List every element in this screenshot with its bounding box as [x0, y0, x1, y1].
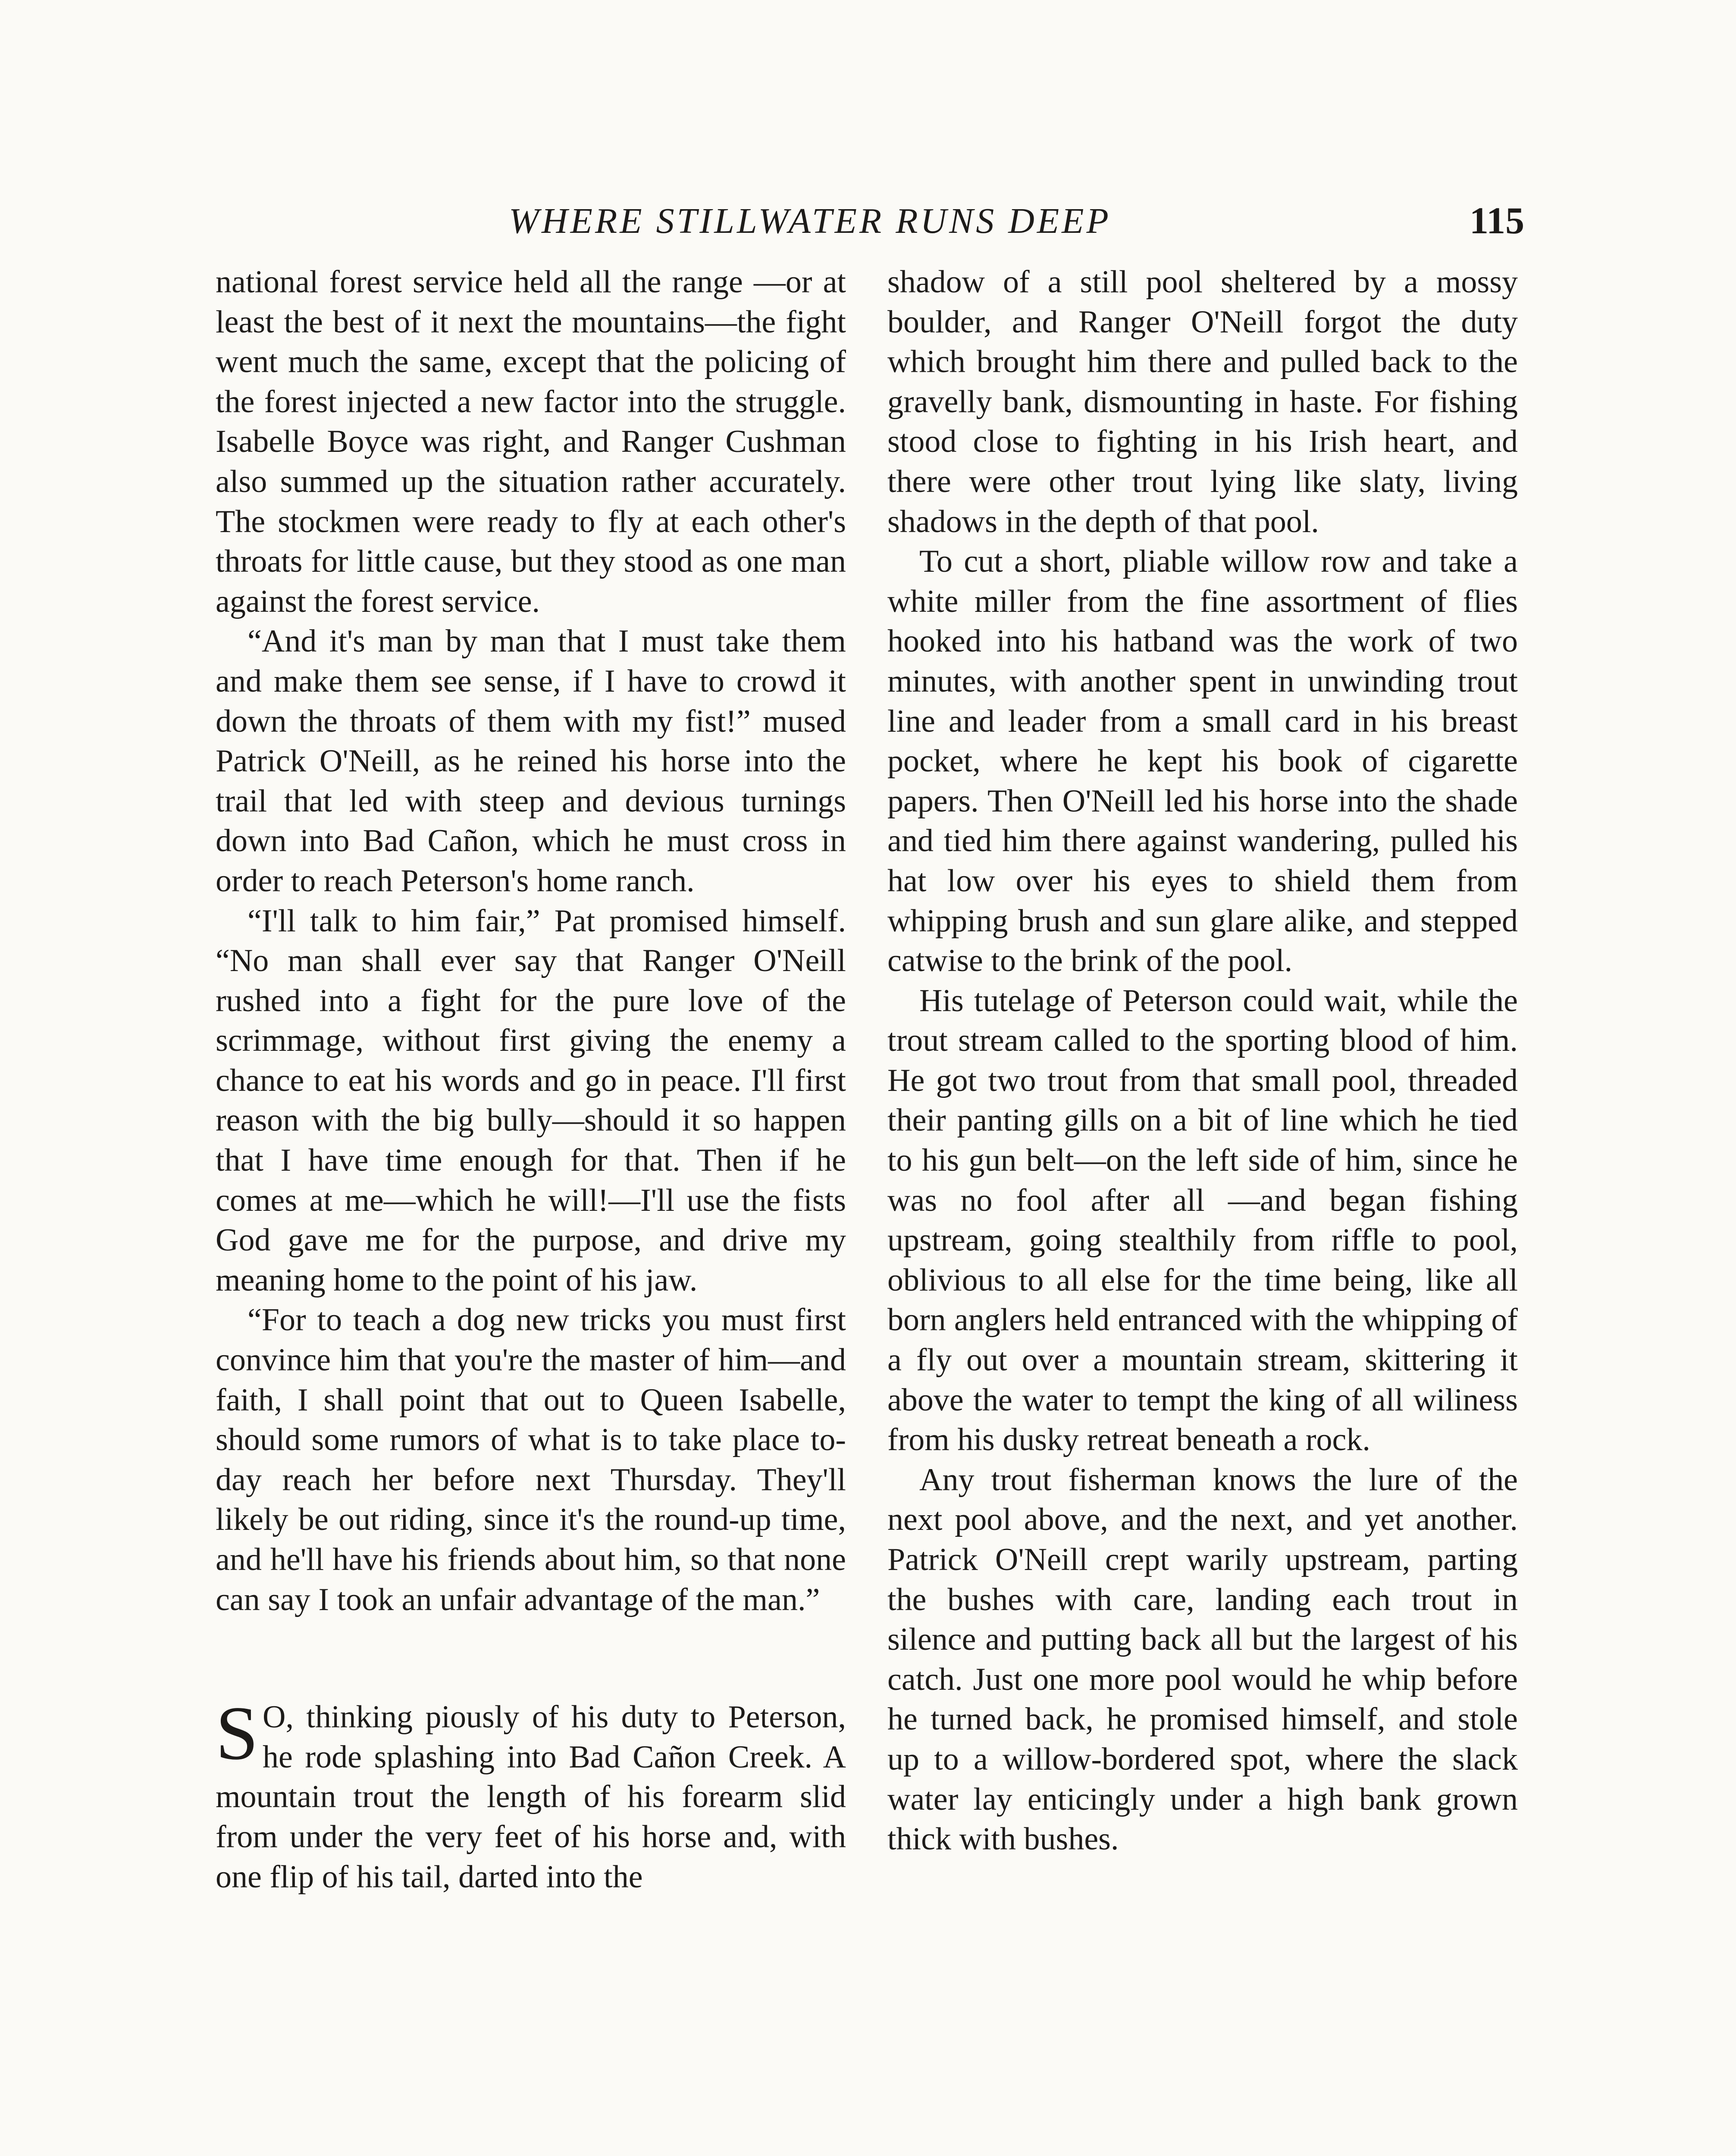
- paragraph: “I'll talk to him fair,” Pat promised himself. “No man shall ever say that Ranger O'Neill rushed into a fight for the pure love of the scrimmage, without first giving the enemy a chance to eat his words and go in peace. I'll first reason with the big bully—should it so happen that I have time enough for that. Then if he comes at me—which he will!—I'll use the fists God gave me for the purpose, and drive my meaning home to the point of his jaw.: [216, 903, 846, 1298]
- paragraph-with-drop-cap: [216, 1690, 846, 1897]
- page-number: 115: [1470, 200, 1525, 242]
- paragraph: Any trout fisherman knows the lure of the next pool above, and the next, and yet another. Patrick O'Neill crept warily upstream, parting the bushes with care, landing each trout in silence and putting back all but the largest of his catch. Just one more pool would he whip before he turned back, he promised himself, and stole up to a willow-bordered spot, where the slack water lay enticingly under a high bank grown thick with bushes.: [887, 1462, 1518, 1857]
- paragraph: “For to teach a dog new tricks you must first convince him that you're the master of him—and faith, I shall point that out to Queen Isabelle, should some rumors of what is to take place to-day reach her before next Thursday. They'll likely be out riding, since it's the round-up time, and he'll have his friends about him, so that none can say I took an unfair advantage of the man.”: [216, 1302, 846, 1617]
- paragraph: “And it's man by man that I must take them and make them see sense, if I have to crowd it down the throats of them with my fist!” mused Patrick O'Neill, as he reined his horse into the trail that led with steep and devious turnings down into Bad Cañon, which he must cross in order to reach Peterson's home ranch.: [216, 624, 846, 899]
- running-title: WHERE STILLWATER RUNS DEEP: [509, 201, 1111, 241]
- running-header: [0, 193, 1736, 249]
- drop-cap: S: [216, 1690, 258, 1776]
- left-column: [216, 262, 846, 1897]
- right-column: [887, 262, 1518, 1859]
- paragraph: His tutelage of Peterson could wait, while the trout stream called to the sporting blood of him. He got two trout from that small pool, threaded their panting gills on a bit of line which he tied to his gun belt—on the left side of him, since he was no fool after all —and began fishing upstream, going stealthily from riffle to pool, oblivious to all else for the time being, like all born anglers held entranced with the whipping of a fly out over a mountain stream, skittering it above the water to tempt the king of all wiliness from his dusky retreat beneath a rock.: [887, 983, 1518, 1458]
- section-break: [216, 1620, 846, 1697]
- paragraph: national forest service held all the range —or at least the best of it next the mountains—the fight went much the same, except that the policing of the forest injected a new factor into the struggle. Isabelle Boyce was right, and Ranger Cushman also summed up the situation rather accurately. The stockmen were ready to fly at each other's throats for little cause, but they stood as one man against the forest service.: [216, 264, 846, 619]
- paragraph: To cut a short, pliable willow row and take a white miller from the fine assortment of flies hooked into his hatband was the work of two minutes, with another spent in unwinding trout line and leader from a small card in his breast pocket, where he kept his book of cigarette papers. Then O'Neill led his horse into the shade and tied him there against wandering, pulled his hat low over his eyes to shield them from whipping brush and sun glare alike, and stepped catwise to the brink of the pool.: [887, 544, 1518, 979]
- paragraph: shadow of a still pool sheltered by a mossy boulder, and Ranger O'Neill forgot the duty which brought him there and pulled back to the gravelly bank, dismounting in haste. For fishing stood close to fighting in his Irish heart, and there were other trout lying like slaty, living shadows in the depth of that pool.: [887, 264, 1518, 539]
- paragraph-text: O, thinking piously of his duty to Peterson, he rode splashing into Bad Cañon Creek. A mountain trout the length of his forearm slid from under the very feet of his horse and, with one flip of his tail, darted into the: [216, 1699, 846, 1895]
